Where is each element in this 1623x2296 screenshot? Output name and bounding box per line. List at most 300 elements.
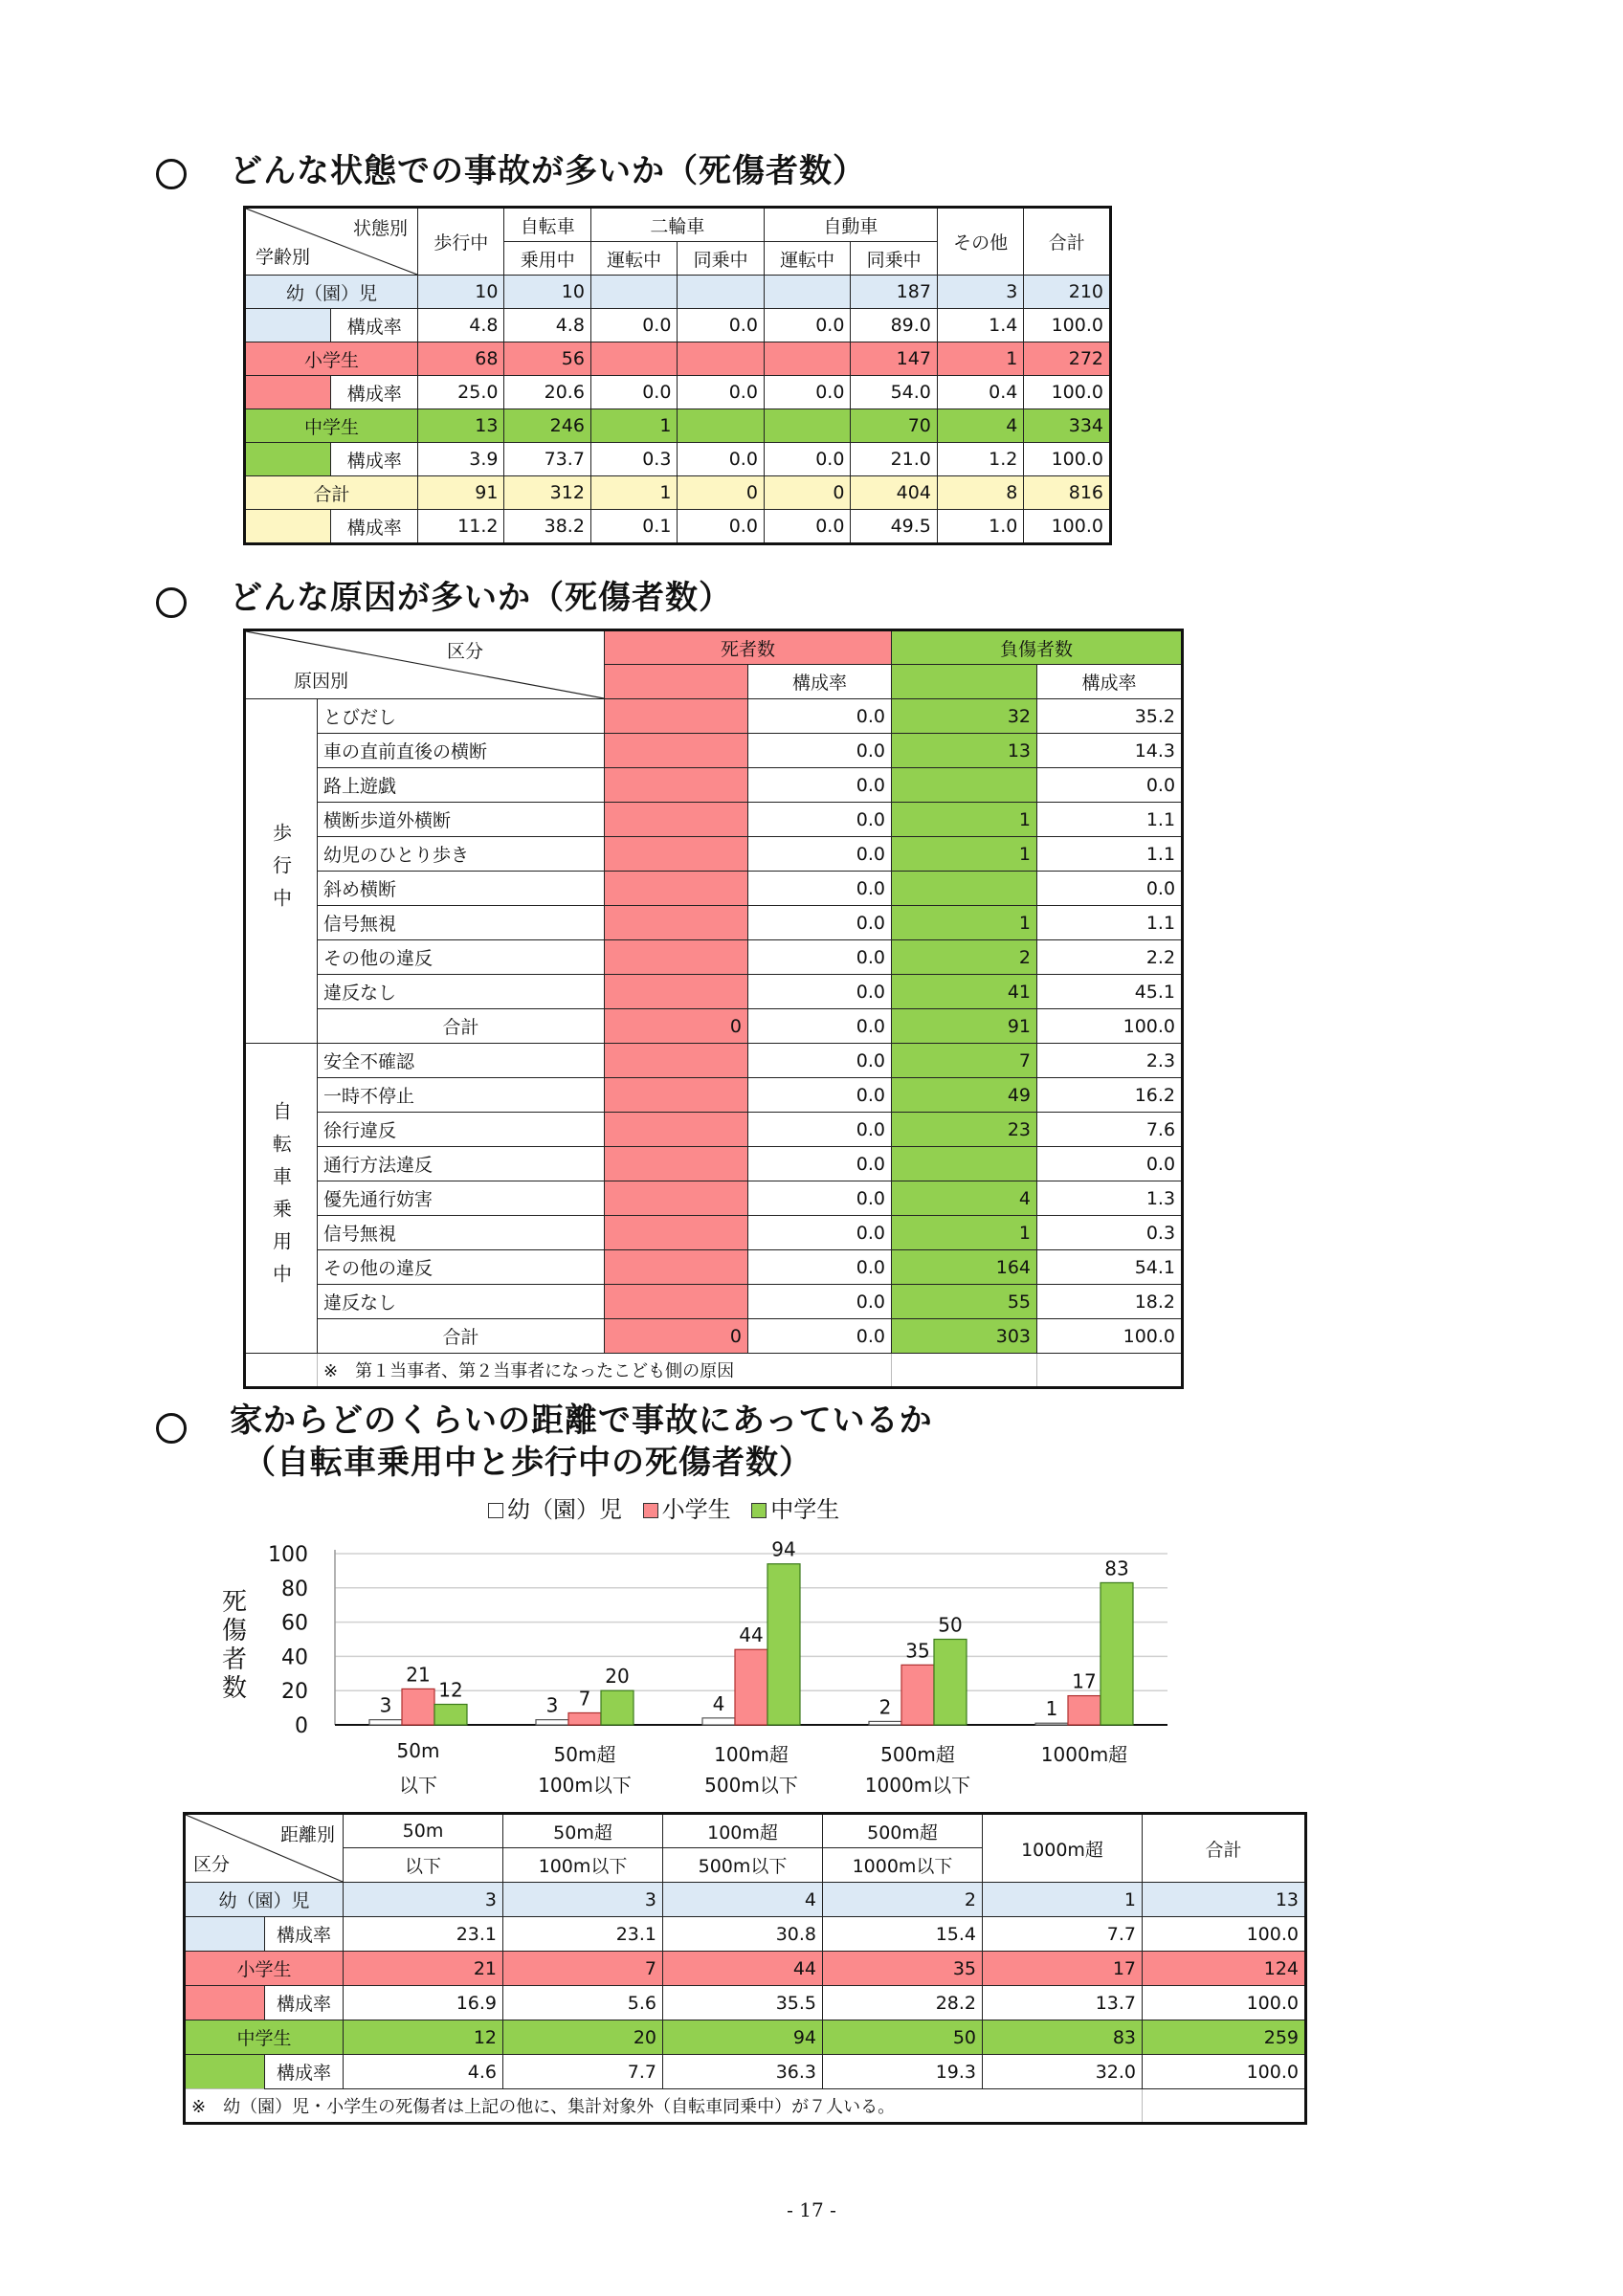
dead-rate-cell: 0.0 (748, 699, 892, 734)
y-tick-label: 20 (281, 1680, 308, 1705)
dist-rate-cell: 100.0 (1143, 1917, 1306, 1952)
state-value-cell: 1 (937, 342, 1023, 376)
dist-rate-label: 構成率 (265, 1917, 344, 1952)
injured-rate-cell: 1.1 (1037, 837, 1183, 872)
y-tick-label: 40 (281, 1645, 308, 1670)
state-value-cell: 312 (504, 476, 590, 510)
dead-count-cell (605, 1044, 748, 1078)
cause-label: その他の違反 (318, 940, 605, 975)
cause-table-corner (245, 630, 605, 699)
injured-count-cell (892, 768, 1037, 803)
note-spacer (1037, 1354, 1183, 1388)
cause-label: 優先通行妨害 (318, 1181, 605, 1216)
header-bicycle-top: 自転車 (504, 208, 590, 242)
dist-rate-cell: 5.6 (503, 1986, 663, 2020)
injured-total-cell: 303 (892, 1319, 1037, 1354)
ylabel-char: 者 (221, 1645, 247, 1674)
dist-rate-cell: 23.1 (503, 1917, 663, 1952)
state-value-cell: 8 (937, 476, 1023, 510)
dist-rate-label: 構成率 (265, 1986, 344, 2020)
dist-value-cell: 3 (344, 1883, 503, 1917)
header-driving2: 運転中 (764, 242, 850, 276)
state-rate-cell: 4.8 (504, 309, 590, 342)
cause-label: 一時不停止 (318, 1078, 605, 1113)
dead-rate-cell: 0.0 (748, 1285, 892, 1319)
y-tick-label: 60 (281, 1611, 308, 1636)
state-row-indent (245, 376, 331, 409)
injured-rate-cell: 7.6 (1037, 1113, 1183, 1147)
header-car: 自動車 (764, 208, 937, 242)
ylabel-char: 数 (221, 1674, 247, 1703)
state-rate-cell: 0.1 (590, 510, 677, 544)
state-value-cell: 10 (417, 276, 503, 309)
state-rate-cell: 1.0 (937, 510, 1023, 544)
injured-count-cell: 2 (892, 940, 1037, 975)
injured-header: 負傷者数 (892, 630, 1183, 665)
note-spacer (892, 1354, 1037, 1388)
state-value-cell: 404 (851, 476, 938, 510)
state-value-cell: 1 (590, 476, 677, 510)
cause-label: 徐行違反 (318, 1113, 605, 1147)
dead-count-cell (605, 1216, 748, 1250)
bar-data-label: 83 (1104, 1556, 1129, 1580)
state-rate-cell: 100.0 (1024, 309, 1111, 342)
corner-bottom-label: 区分 (193, 1854, 231, 1875)
chart-x-categories (0, 1739, 1623, 1797)
bar-data-label: 3 (545, 1693, 559, 1717)
dead-count-cell (605, 906, 748, 940)
injured-blank-cell (892, 665, 1037, 699)
legend-swatch-elementary (643, 1503, 658, 1518)
dist-row-indent (185, 2055, 265, 2089)
state-row-indent (245, 309, 331, 342)
state-value-cell: 1 (590, 409, 677, 443)
cause-group-text: 歩行中 (269, 822, 293, 920)
note-spacer (1143, 2089, 1306, 2124)
dead-header: 死者数 (605, 630, 892, 665)
bullet-circle-icon (156, 1413, 187, 1444)
state-value-cell: 3 (937, 276, 1023, 309)
dead-count-cell (605, 1113, 748, 1147)
state-value-cell: 0 (764, 476, 850, 510)
dist-rate-cell: 28.2 (823, 1986, 983, 2020)
y-tick-label: 100 (268, 1543, 308, 1567)
x-category-label: 1000m超 (1040, 1743, 1128, 1766)
section3-title-line1: 家からどのくらいの距離で事故にあっているか (230, 1402, 933, 1440)
state-rate-cell: 1.4 (937, 309, 1023, 342)
injured-count-cell (892, 1147, 1037, 1181)
dist-rate-cell: 7.7 (503, 2055, 663, 2089)
dead-rate-cell: 0.0 (748, 975, 892, 1009)
cause-note: ※ 第１当事者、第２当事者になったこども側の原因 (318, 1354, 892, 1388)
injured-rate-cell: 0.0 (1037, 768, 1183, 803)
dead-rate-cell: 0.0 (748, 1250, 892, 1285)
state-row-indent (245, 510, 331, 544)
legend-swatch-kindergarten (488, 1503, 503, 1518)
state-value-cell (590, 276, 677, 309)
ylabel-char: 傷 (221, 1617, 247, 1645)
cause-table (243, 629, 1184, 1389)
dist-row-label: 幼（園）児 (185, 1883, 344, 1917)
dead-count-cell (605, 768, 748, 803)
y-tick-label: 0 (295, 1714, 308, 1738)
chart-legend (488, 1490, 839, 1524)
dead-count-cell (605, 837, 748, 872)
dist-header-l1: 50m (344, 1814, 503, 1848)
cause-label: 幼児のひとり歩き (318, 837, 605, 872)
state-value-cell: 210 (1024, 276, 1111, 309)
header-total: 合計 (1024, 208, 1111, 276)
dist-value-cell: 94 (663, 2020, 823, 2055)
dist-header-l1: 500m超 (823, 1814, 983, 1848)
dead-count-cell (605, 975, 748, 1009)
bar-junior-high (934, 1640, 967, 1726)
header-other: その他 (937, 208, 1023, 276)
state-value-cell: 4 (937, 409, 1023, 443)
injured-count-cell: 164 (892, 1250, 1037, 1285)
dist-rate-label: 構成率 (265, 2055, 344, 2089)
state-rate-cell: 25.0 (417, 376, 503, 409)
dead-rate-cell: 0.0 (748, 940, 892, 975)
dist-rate-cell: 100.0 (1143, 2055, 1306, 2089)
x-category-label: 50m超 (553, 1743, 616, 1766)
injured-total-rate: 100.0 (1037, 1319, 1183, 1354)
state-rate-cell: 11.2 (417, 510, 503, 544)
bar-elementary (568, 1712, 601, 1725)
bar-junior-high (1101, 1582, 1133, 1725)
injured-rate-cell: 45.1 (1037, 975, 1183, 1009)
corner-top-label: 距離別 (279, 1824, 335, 1845)
state-rate-cell: 0.0 (678, 510, 765, 544)
dist-header-l1: 50m超 (503, 1814, 663, 1848)
dist-rate-cell: 35.5 (663, 1986, 823, 2020)
state-rate-cell: 0.0 (764, 376, 850, 409)
corner-top-label: 区分 (447, 641, 484, 662)
corner-bottom-label: 学齢別 (256, 247, 311, 268)
state-rate-cell: 3.9 (417, 443, 503, 476)
legend-swatch-junior-high (751, 1503, 767, 1518)
cause-label: 違反なし (318, 1285, 605, 1319)
state-rate-label: 構成率 (331, 510, 417, 544)
dist-header-l2: 500m以下 (663, 1848, 823, 1883)
state-rate-cell: 100.0 (1024, 510, 1111, 544)
dist-rate-cell: 30.8 (663, 1917, 823, 1952)
dist-value-cell: 44 (663, 1952, 823, 1986)
injured-count-cell: 1 (892, 1216, 1037, 1250)
state-value-cell: 816 (1024, 476, 1111, 510)
bullet-circle-icon (156, 587, 187, 618)
bar-data-label: 44 (739, 1623, 764, 1647)
state-rate-cell: 100.0 (1024, 376, 1111, 409)
bar-kindergarten (869, 1721, 901, 1725)
dead-count-cell (605, 699, 748, 734)
cause-label: 路上遊戯 (318, 768, 605, 803)
dist-value-cell: 7 (503, 1952, 663, 1986)
state-value-cell (764, 342, 850, 376)
state-rate-cell: 20.6 (504, 376, 590, 409)
dead-rate-cell: 0.0 (748, 1044, 892, 1078)
bar-junior-high (601, 1690, 634, 1725)
corner-bottom-label: 原因別 (294, 671, 349, 692)
cause-label: 違反なし (318, 975, 605, 1009)
injured-rate-cell: 1.1 (1037, 906, 1183, 940)
x-category-label: 以下 (399, 1774, 437, 1797)
injured-count-cell: 41 (892, 975, 1037, 1009)
legend-label-junior-high: 中学生 (770, 1496, 840, 1523)
state-value-cell: 70 (851, 409, 938, 443)
section2-title: どんな原因が多いか（死傷者数） (230, 579, 732, 617)
injured-rate-cell: 1.1 (1037, 803, 1183, 837)
x-category-label: 1000m以下 (864, 1774, 971, 1797)
dead-count-cell (605, 1147, 748, 1181)
dist-rate-cell: 13.7 (983, 1986, 1143, 2020)
dead-rate-cell: 0.0 (748, 1147, 892, 1181)
injured-rate-cell: 16.2 (1037, 1078, 1183, 1113)
injured-rate-cell: 0.3 (1037, 1216, 1183, 1250)
injured-count-cell: 49 (892, 1078, 1037, 1113)
cause-total-label: 合計 (318, 1009, 605, 1044)
dist-header-l1: 100m超 (663, 1814, 823, 1848)
dead-rate-cell: 0.0 (748, 768, 892, 803)
dist-value-cell: 21 (344, 1952, 503, 1986)
injured-count-cell (892, 872, 1037, 906)
dist-rate-cell: 100.0 (1143, 1986, 1306, 2020)
bar-data-label: 94 (771, 1537, 796, 1561)
section1-title: どんな状態での事故が多いか（死傷者数） (230, 152, 866, 190)
dist-header-total: 合計 (1143, 1814, 1306, 1883)
state-rate-cell: 0.0 (764, 309, 850, 342)
bar-data-label: 20 (605, 1665, 630, 1689)
dead-rate-cell: 0.0 (748, 1113, 892, 1147)
state-value-cell: 10 (504, 276, 590, 309)
legend-label-elementary: 小学生 (661, 1496, 731, 1523)
bar-data-label: 17 (1072, 1669, 1097, 1693)
bar-data-label: 35 (905, 1639, 930, 1663)
dead-total-rate: 0.0 (748, 1319, 892, 1354)
injured-count-cell: 13 (892, 734, 1037, 768)
chart-ylabel (220, 1588, 249, 1703)
dist-row-label: 中学生 (185, 2020, 344, 2055)
bar-kindergarten (369, 1720, 402, 1725)
state-rate-label: 構成率 (331, 376, 417, 409)
dist-value-cell: 4 (663, 1883, 823, 1917)
bar-elementary (1068, 1696, 1101, 1725)
injured-count-cell: 1 (892, 837, 1037, 872)
state-rate-cell: 0.0 (590, 309, 677, 342)
cause-label: 信号無視 (318, 906, 605, 940)
cause-label: とびだし (318, 699, 605, 734)
dead-count-cell (605, 940, 748, 975)
injured-rate-cell: 0.0 (1037, 872, 1183, 906)
dist-value-cell: 17 (983, 1952, 1143, 1986)
injured-rate-cell: 2.3 (1037, 1044, 1183, 1078)
state-table-corner (245, 208, 418, 276)
bar-data-label: 2 (878, 1695, 892, 1719)
header-riding: 同乗中 (678, 242, 765, 276)
state-rate-cell: 0.0 (678, 376, 765, 409)
dist-rate-cell: 15.4 (823, 1917, 983, 1952)
state-row-indent (245, 443, 331, 476)
header-riding2: 同乗中 (851, 242, 938, 276)
state-rate-cell: 49.5 (851, 510, 938, 544)
dist-value-cell: 13 (1143, 1883, 1306, 1917)
header-walking: 歩行中 (417, 208, 503, 276)
page-number: - 17 - (787, 2198, 836, 2221)
dead-rate-cell: 0.0 (748, 1078, 892, 1113)
dead-total-rate: 0.0 (748, 1009, 892, 1044)
state-value-cell: 334 (1024, 409, 1111, 443)
cause-label: 安全不確認 (318, 1044, 605, 1078)
state-value-cell: 147 (851, 342, 938, 376)
cause-group-label (245, 699, 318, 1044)
dead-count-cell (605, 1285, 748, 1319)
x-category-label: 500m超 (880, 1743, 955, 1766)
dead-count-cell (605, 1078, 748, 1113)
bar-junior-high (434, 1705, 467, 1725)
dist-value-cell: 124 (1143, 1952, 1306, 1986)
header-driving: 運転中 (590, 242, 677, 276)
bullet-circle-icon (156, 159, 187, 189)
dead-total-cell: 0 (605, 1319, 748, 1354)
bar-data-label: 50 (938, 1613, 963, 1637)
dist-rate-cell: 4.6 (344, 2055, 503, 2089)
injured-count-cell: 4 (892, 1181, 1037, 1216)
bar-data-label: 4 (712, 1691, 725, 1715)
dist-row-indent (185, 1917, 265, 1952)
state-rate-cell: 89.0 (851, 309, 938, 342)
state-value-cell (590, 342, 677, 376)
dead-rate-cell: 0.0 (748, 734, 892, 768)
distance-table-corner (185, 1814, 344, 1883)
corner-top-label: 状態別 (352, 218, 408, 239)
dead-count-cell (605, 872, 748, 906)
injured-rate-cell: 1.3 (1037, 1181, 1183, 1216)
state-value-cell: 68 (417, 342, 503, 376)
injured-count-cell: 23 (892, 1113, 1037, 1147)
injured-total-rate: 100.0 (1037, 1009, 1183, 1044)
x-category-label: 100m以下 (538, 1774, 632, 1797)
state-value-cell: 56 (504, 342, 590, 376)
state-rate-cell: 0.3 (590, 443, 677, 476)
state-rate-cell: 0.0 (590, 376, 677, 409)
dead-rate-header: 構成率 (748, 665, 892, 699)
dist-row-label: 小学生 (185, 1952, 344, 1986)
injured-total-cell: 91 (892, 1009, 1037, 1044)
state-value-cell: 272 (1024, 342, 1111, 376)
state-rate-label: 構成率 (331, 309, 417, 342)
bar-data-label: 21 (406, 1663, 431, 1687)
dist-value-cell: 35 (823, 1952, 983, 1986)
dead-count-cell (605, 1250, 748, 1285)
cause-label: 車の直前直後の横断 (318, 734, 605, 768)
bar-kindergarten (702, 1718, 735, 1725)
dead-rate-cell: 0.0 (748, 906, 892, 940)
dist-value-cell: 20 (503, 2020, 663, 2055)
state-value-cell: 91 (417, 476, 503, 510)
state-rate-cell: 0.0 (764, 443, 850, 476)
state-rate-cell: 1.2 (937, 443, 1023, 476)
dist-rate-cell: 16.9 (344, 1986, 503, 2020)
state-value-cell (764, 276, 850, 309)
dist-rate-cell: 23.1 (344, 1917, 503, 1952)
dist-value-cell: 12 (344, 2020, 503, 2055)
injured-count-cell: 1 (892, 906, 1037, 940)
dead-rate-cell: 0.0 (748, 803, 892, 837)
state-value-cell: 13 (417, 409, 503, 443)
state-row-label: 合計 (245, 476, 418, 510)
injured-count-cell: 1 (892, 803, 1037, 837)
state-value-cell: 0 (678, 476, 765, 510)
x-category-label: 500m以下 (704, 1774, 798, 1797)
dead-rate-cell: 0.0 (748, 837, 892, 872)
injured-rate-cell: 2.2 (1037, 940, 1183, 975)
state-rate-cell: 0.0 (764, 510, 850, 544)
state-rate-cell: 38.2 (504, 510, 590, 544)
state-table (243, 206, 1112, 545)
dist-value-cell: 1 (983, 1883, 1143, 1917)
state-value-cell (678, 409, 765, 443)
dead-rate-cell: 0.0 (748, 1216, 892, 1250)
dist-header-l2: 以下 (344, 1848, 503, 1883)
dead-count-cell (605, 734, 748, 768)
dist-value-cell: 3 (503, 1883, 663, 1917)
bar-elementary (402, 1689, 434, 1725)
bar-elementary (735, 1649, 767, 1725)
dist-header-l2: 1000m以下 (823, 1848, 983, 1883)
state-rate-cell: 0.4 (937, 376, 1023, 409)
x-category-label: 50m (396, 1739, 440, 1762)
state-rate-label: 構成率 (331, 443, 417, 476)
legend-label-kindergarten: 幼（園）児 (507, 1496, 622, 1523)
header-bicycle-bottom: 乗用中 (504, 242, 590, 276)
state-rate-cell: 54.0 (851, 376, 938, 409)
state-row-label: 幼（園）児 (245, 276, 418, 309)
x-category-label: 100m超 (714, 1743, 789, 1766)
bar-data-label: 1 (1045, 1697, 1058, 1721)
bar-elementary (901, 1665, 934, 1725)
injured-rate-cell: 35.2 (1037, 699, 1183, 734)
bar-data-label: 3 (379, 1693, 392, 1717)
state-rate-cell: 0.0 (678, 443, 765, 476)
injured-rate-header: 構成率 (1037, 665, 1183, 699)
dist-header-l1: 1000m超 (983, 1814, 1143, 1883)
injured-rate-cell: 14.3 (1037, 734, 1183, 768)
dist-value-cell: 50 (823, 2020, 983, 2055)
dead-blank-cell (605, 665, 748, 699)
dist-rate-cell: 7.7 (983, 1917, 1143, 1952)
cause-total-label: 合計 (318, 1319, 605, 1354)
cause-group-label (245, 1044, 318, 1354)
dead-rate-cell: 0.0 (748, 872, 892, 906)
dist-header-l2: 100m以下 (503, 1848, 663, 1883)
cause-group-text: 自転車乗用中 (269, 1100, 293, 1296)
dist-row-indent (185, 1986, 265, 2020)
distance-note: ※ 幼（園）児・小学生の死傷者は上記の他に、集計対象外（自転車同乗中）が７人いる。 (185, 2089, 1143, 2124)
bar-kindergarten (1035, 1723, 1068, 1725)
bar-data-label: 12 (438, 1678, 463, 1702)
dead-rate-cell: 0.0 (748, 1181, 892, 1216)
state-rate-cell: 4.8 (417, 309, 503, 342)
state-row-label: 中学生 (245, 409, 418, 443)
cause-label: 横断歩道外横断 (318, 803, 605, 837)
dead-total-cell: 0 (605, 1009, 748, 1044)
dist-rate-cell: 36.3 (663, 2055, 823, 2089)
cause-label: 信号無視 (318, 1216, 605, 1250)
dist-value-cell: 259 (1143, 2020, 1306, 2055)
cause-label: その他の違反 (318, 1250, 605, 1285)
state-value-cell (678, 276, 765, 309)
header-twowheel: 二輪車 (590, 208, 764, 242)
